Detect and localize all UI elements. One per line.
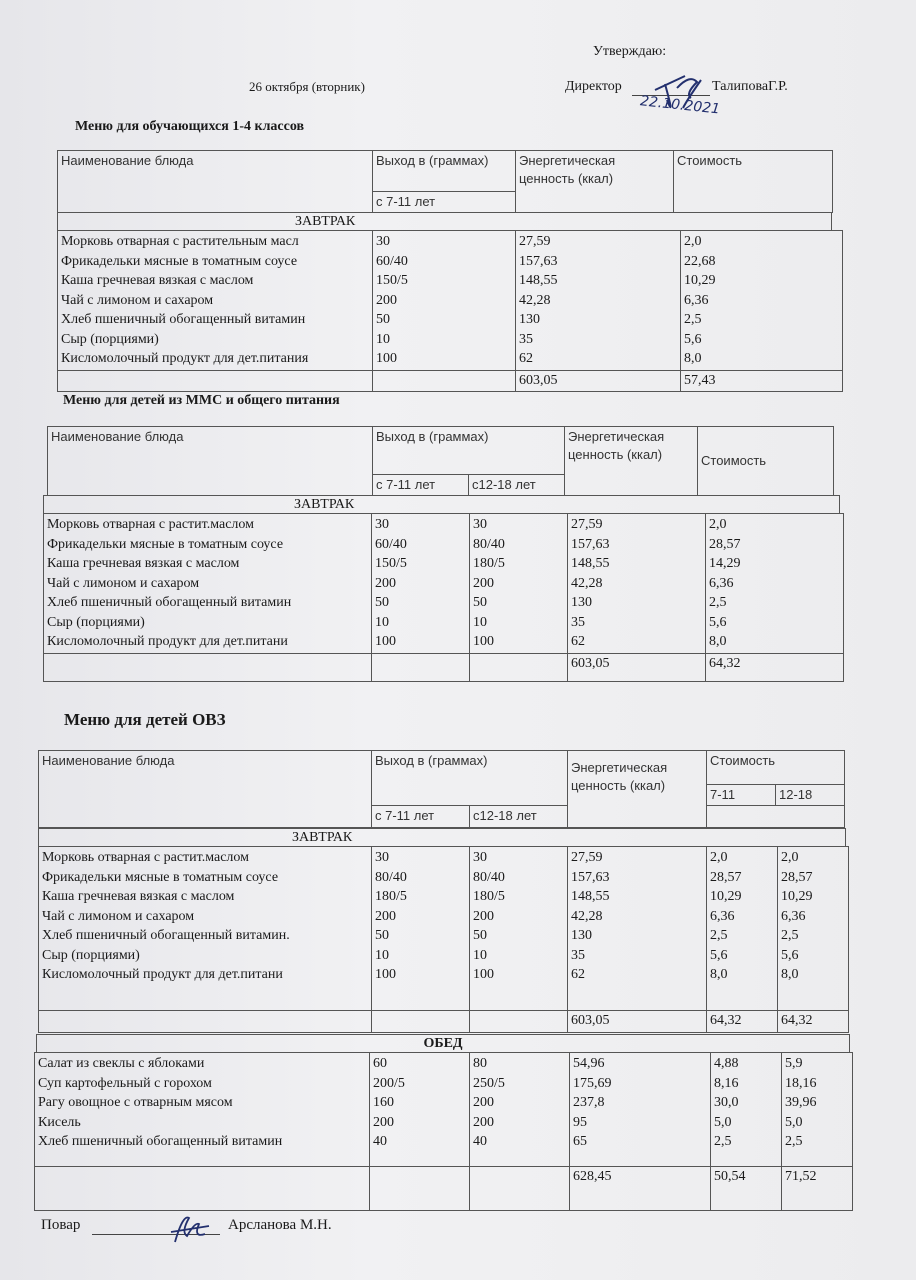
dish-output: 60/40 (376, 253, 408, 269)
dish-output-12-18: 30 (473, 850, 487, 865)
dish-cost: 2,0 (709, 517, 727, 532)
dish-output-12-18: 180/5 (473, 556, 505, 571)
cost-list-12-18 (778, 847, 849, 1011)
meal-label: ЗАВТРАК (44, 496, 840, 514)
dish-cost: 14,29 (709, 556, 741, 571)
total-cost-7-11: 64,32 (707, 1011, 778, 1033)
dish-output-7-11: 60 (373, 1056, 387, 1071)
total-cost: 57,43 (681, 371, 843, 392)
dish-name: Кисломолочный продукт для дет.питания (61, 351, 309, 366)
dish-name: Хлеб пшеничный обогащенный витамин (61, 312, 306, 327)
total-energy: 603,05 (516, 371, 681, 392)
dish-cost: 22,68 (684, 253, 716, 269)
dish-output-7-11: 30 (375, 850, 389, 865)
dish-cost: 6,36 (684, 292, 709, 308)
dish-output-7-11: 10 (375, 614, 389, 630)
dish-output-12-18: 10 (473, 947, 487, 963)
dish-name: Фрикадельки мясные в томатным соусе (47, 536, 284, 552)
dish-cost: 5,6 (684, 331, 702, 347)
dish-energy: 35 (571, 614, 585, 630)
dish-name: Хлеб пшеничный обогащенный витамин (38, 1134, 283, 1149)
approve-label: Утверждаю: (593, 44, 667, 59)
output-list-7-11 (370, 1053, 470, 1167)
cost-list (706, 514, 844, 654)
header-cost: Стоимость (707, 751, 845, 785)
header-age-7-11: с 7-11 лет (373, 475, 469, 496)
header-cost: Стоимость (674, 151, 833, 213)
dish-cost-7-11: 6,36 (710, 908, 735, 924)
dish-output-12-18: 30 (473, 517, 487, 532)
dish-output: 150/5 (376, 273, 408, 288)
dish-output-12-18: 50 (473, 928, 487, 943)
dish-cost-12-18: 5,9 (785, 1056, 803, 1071)
total-empty (372, 1011, 470, 1033)
dish-name: Морковь отварная с растительным масл (61, 234, 299, 249)
header-output: Выход в (граммах) (372, 751, 568, 806)
cook-label: Повар (41, 1217, 81, 1233)
header-age-12-18: с12-18 лет (469, 475, 565, 496)
dish-cost: 5,6 (709, 614, 727, 630)
dish-name: Сыр (порциями) (47, 614, 145, 630)
dish-output-7-11: 200/5 (373, 1075, 405, 1091)
dish-name: Сыр (порциями) (61, 331, 159, 347)
header-age-7-11: с 7-11 лет (372, 806, 470, 828)
dish-output-12-18: 200 (473, 1095, 494, 1110)
dish-cost-7-11: 8,16 (714, 1075, 739, 1091)
output-list (373, 231, 516, 371)
dish-output-12-18: 100 (473, 967, 494, 982)
menu-table-3 (38, 750, 845, 828)
dish-list (39, 847, 372, 1011)
dish-output: 30 (376, 234, 390, 249)
dish-output-7-11: 60/40 (375, 536, 407, 552)
output-list-12-18 (470, 1053, 570, 1167)
cook-signature (165, 1208, 215, 1248)
dish-output-7-11: 100 (375, 634, 396, 649)
dish-name: Морковь отварная с растит.маслом (47, 517, 254, 532)
dish-list (35, 1053, 370, 1167)
total-cost: 64,32 (706, 653, 844, 681)
output-list-12-18 (470, 514, 568, 654)
menu-table-2-meal-row (43, 495, 840, 514)
total-empty (373, 371, 516, 392)
dish-name: Фрикадельки мясные в томатным соусе (61, 253, 298, 269)
dish-cost-12-18: 2,0 (781, 850, 799, 865)
total-empty (35, 1167, 370, 1211)
dish-output: 200 (376, 292, 397, 308)
dish-energy: 27,59 (571, 517, 603, 532)
dish-name: Морковь отварная с растит.маслом (42, 850, 249, 865)
total-energy: 603,05 (568, 653, 706, 681)
dish-cost-12-18: 8,0 (781, 967, 799, 982)
dish-output-12-18: 80 (473, 1056, 487, 1071)
header-cost-age-12-18: 12-18 (776, 785, 845, 806)
energy-list (570, 1053, 711, 1167)
dish-cost-7-11: 8,0 (710, 967, 728, 982)
output-list-7-11 (372, 847, 470, 1011)
header-name: Наименование блюда (58, 151, 373, 213)
menu-table-1-body (57, 230, 843, 392)
header-name: Наименование блюда (39, 751, 372, 828)
dish-output-7-11: 150/5 (375, 556, 407, 571)
menu-table-2-body (43, 513, 844, 682)
dish-energy: 62 (571, 634, 585, 649)
dish-cost-12-18: 18,16 (785, 1075, 817, 1091)
header-energy: Энергетическая ценность (ккал) (565, 427, 698, 496)
dish-cost-7-11: 28,57 (710, 869, 742, 885)
dish-name: Хлеб пшеничный обогащенный витамин. (42, 928, 290, 943)
dish-energy: 148,55 (571, 889, 610, 904)
dish-output: 100 (376, 351, 397, 366)
dish-name: Каша гречневая вязкая с маслом (61, 273, 254, 288)
dish-output-12-18: 50 (473, 595, 487, 610)
menu-table-3-lunch (34, 1052, 853, 1211)
dish-name: Каша гречневая вязкая с маслом (47, 556, 240, 571)
header-cost: Стоимость (698, 427, 834, 496)
menu-table-2 (47, 426, 834, 496)
total-empty (470, 1011, 568, 1033)
dish-energy: 35 (519, 331, 533, 347)
dish-cost-12-18: 28,57 (781, 869, 813, 885)
dish-output-7-11: 200 (375, 908, 396, 924)
dish-output: 10 (376, 331, 390, 347)
dish-energy: 35 (571, 947, 585, 963)
dish-cost: 8,0 (684, 351, 702, 366)
dish-cost-7-11: 2,5 (710, 928, 728, 943)
dish-name: Фрикадельки мясные в томатным соусе (42, 869, 279, 885)
dish-energy: 62 (519, 351, 533, 366)
header-age: с 7-11 лет (373, 192, 516, 213)
dish-output-7-11: 40 (373, 1134, 387, 1149)
total-empty (470, 1167, 570, 1211)
dish-name: Суп картофельный с горохом (38, 1075, 212, 1091)
dish-output-7-11: 30 (375, 517, 389, 532)
director-signature (615, 60, 775, 120)
dish-energy: 175,69 (573, 1075, 612, 1091)
total-empty (370, 1167, 470, 1211)
dish-cost: 6,36 (709, 575, 734, 591)
dish-cost-12-18: 5,0 (785, 1114, 803, 1130)
total-empty (470, 653, 568, 681)
total-energy: 628,45 (570, 1167, 711, 1211)
header-energy: Энергетическая ценность (ккал) (568, 751, 707, 828)
cost-list-7-11 (711, 1053, 782, 1167)
director-label: Директор (565, 79, 622, 94)
dish-output-7-11: 10 (375, 947, 389, 963)
dish-cost-7-11: 5,6 (710, 947, 728, 963)
dish-output-12-18: 200 (473, 1114, 494, 1130)
dish-output-12-18: 80/40 (473, 869, 505, 885)
menu-table-3-breakfast (38, 846, 849, 1033)
dish-energy: 148,55 (519, 273, 558, 288)
dish-output-7-11: 80/40 (375, 869, 407, 885)
dish-cost: 2,5 (684, 312, 702, 327)
cost-list-12-18 (782, 1053, 853, 1167)
dish-output-12-18: 180/5 (473, 889, 505, 904)
dish-output-12-18: 40 (473, 1134, 487, 1149)
dish-name: Хлеб пшеничный обогащенный витамин (47, 595, 292, 610)
dish-energy: 27,59 (571, 850, 603, 865)
total-cost-12-18: 71,52 (782, 1167, 853, 1211)
total-cost-12-18: 64,32 (778, 1011, 849, 1033)
dish-cost-7-11: 30,0 (714, 1095, 739, 1110)
dish-name: Чай с лимоном и сахаром (47, 575, 200, 591)
header-output: Выход в (граммах) (373, 427, 565, 475)
dish-output-7-11: 200 (373, 1114, 394, 1130)
dish-cost-7-11: 10,29 (710, 889, 742, 904)
meal-label: ЗАВТРАК (58, 213, 832, 231)
dish-energy: 157,63 (519, 253, 558, 269)
signature-date: 22.10.2021 (639, 93, 721, 118)
dish-cost-12-18: 5,6 (781, 947, 799, 963)
total-empty (372, 653, 470, 681)
dish-name: Кисель (38, 1114, 81, 1130)
dish-energy: 27,59 (519, 234, 551, 249)
header-cost-age-7-11: 7-11 (707, 785, 776, 806)
dish-output-7-11: 180/5 (375, 889, 407, 904)
dish-output-12-18: 200 (473, 908, 494, 924)
output-list-12-18 (470, 847, 568, 1011)
dish-energy: 130 (571, 595, 592, 610)
date-day: 26 октября (вторник) (249, 79, 365, 94)
dish-energy: 157,63 (571, 536, 610, 552)
dish-energy: 237,8 (573, 1095, 605, 1110)
dish-cost-7-11: 2,0 (710, 850, 728, 865)
header-name: Наименование блюда (48, 427, 373, 496)
total-cost-7-11: 50,54 (711, 1167, 782, 1211)
dish-cost: 28,57 (709, 536, 741, 552)
header-output: Выход в (граммах) (373, 151, 516, 192)
total-energy: 603,05 (568, 1011, 707, 1033)
section2-title: Меню для детей из ММС и общего питания (63, 393, 340, 408)
meal-label-breakfast: ЗАВТРАК (39, 829, 846, 847)
dish-output-7-11: 160 (373, 1095, 394, 1110)
dish-name: Кисломолочный продукт для дет.питани (47, 634, 288, 649)
dish-output-7-11: 200 (375, 575, 396, 591)
header-energy: Энергетическая ценность (ккал) (516, 151, 674, 213)
dish-energy: 157,63 (571, 869, 610, 885)
dish-output: 50 (376, 312, 390, 327)
dish-name: Чай с лимоном и сахаром (42, 908, 195, 924)
dish-energy: 95 (573, 1114, 587, 1130)
menu-table-3-breakfast-row (38, 828, 846, 847)
dish-output-12-18: 80/40 (473, 536, 505, 552)
dish-energy: 42,28 (571, 575, 603, 591)
dish-cost: 2,5 (709, 595, 727, 610)
dish-energy: 130 (571, 928, 592, 943)
energy-list (568, 847, 707, 1011)
dish-cost-7-11: 2,5 (714, 1134, 732, 1149)
energy-list (516, 231, 681, 371)
dish-cost-7-11: 4,88 (714, 1056, 739, 1071)
section1-title: Меню для обучающихся 1-4 классов (75, 119, 305, 134)
dish-energy: 130 (519, 312, 540, 327)
menu-table-1 (57, 150, 833, 213)
dish-output-12-18: 10 (473, 614, 487, 630)
dish-name: Салат из свеклы с яблоками (38, 1056, 205, 1071)
director-name: ТалиповаГ.Р. (712, 79, 788, 94)
menu-table-1-meal-row (57, 212, 832, 231)
dish-name: Сыр (порциями) (42, 947, 140, 963)
dish-cost-12-18: 6,36 (781, 908, 806, 924)
dish-energy: 54,96 (573, 1056, 605, 1071)
dish-list (58, 231, 373, 371)
meal-label-lunch: ОБЕД (37, 1035, 850, 1053)
dish-energy: 42,28 (571, 908, 603, 924)
dish-energy: 65 (573, 1134, 587, 1149)
cost-list-7-11 (707, 847, 778, 1011)
dish-cost: 2,0 (684, 234, 702, 249)
section3-title: Меню для детей ОВЗ (64, 710, 226, 729)
dish-cost-7-11: 5,0 (714, 1114, 732, 1130)
total-empty (58, 371, 373, 392)
dish-energy: 42,28 (519, 292, 551, 308)
cook-name: Арсланова М.Н. (228, 1217, 332, 1233)
dish-output-12-18: 250/5 (473, 1075, 505, 1091)
dish-output-7-11: 50 (375, 928, 389, 943)
dish-cost: 10,29 (684, 273, 716, 288)
cost-list (681, 231, 843, 371)
dish-output-12-18: 200 (473, 575, 494, 591)
total-empty (39, 1011, 372, 1033)
header-empty (707, 806, 845, 828)
dish-cost: 8,0 (709, 634, 727, 649)
dish-name: Рагу овощное с отварным мясом (38, 1095, 233, 1110)
dish-cost-12-18: 2,5 (785, 1134, 803, 1149)
dish-energy: 148,55 (571, 556, 610, 571)
dish-name: Чай с лимоном и сахаром (61, 292, 214, 308)
dish-output-12-18: 100 (473, 634, 494, 649)
total-empty (44, 653, 372, 681)
header-age-12-18: с12-18 лет (470, 806, 568, 828)
output-list-7-11 (372, 514, 470, 654)
dish-output-7-11: 100 (375, 967, 396, 982)
energy-list (568, 514, 706, 654)
dish-cost-12-18: 10,29 (781, 889, 813, 904)
dish-name: Кисломолочный продукт для дет.питани (42, 967, 283, 982)
dish-energy: 62 (571, 967, 585, 982)
dish-output-7-11: 50 (375, 595, 389, 610)
dish-list (44, 514, 372, 654)
dish-cost-12-18: 39,96 (785, 1095, 817, 1110)
dish-cost-12-18: 2,5 (781, 928, 799, 943)
dish-name: Каша гречневая вязкая с маслом (42, 889, 235, 904)
menu-table-3-lunch-row (36, 1034, 850, 1053)
